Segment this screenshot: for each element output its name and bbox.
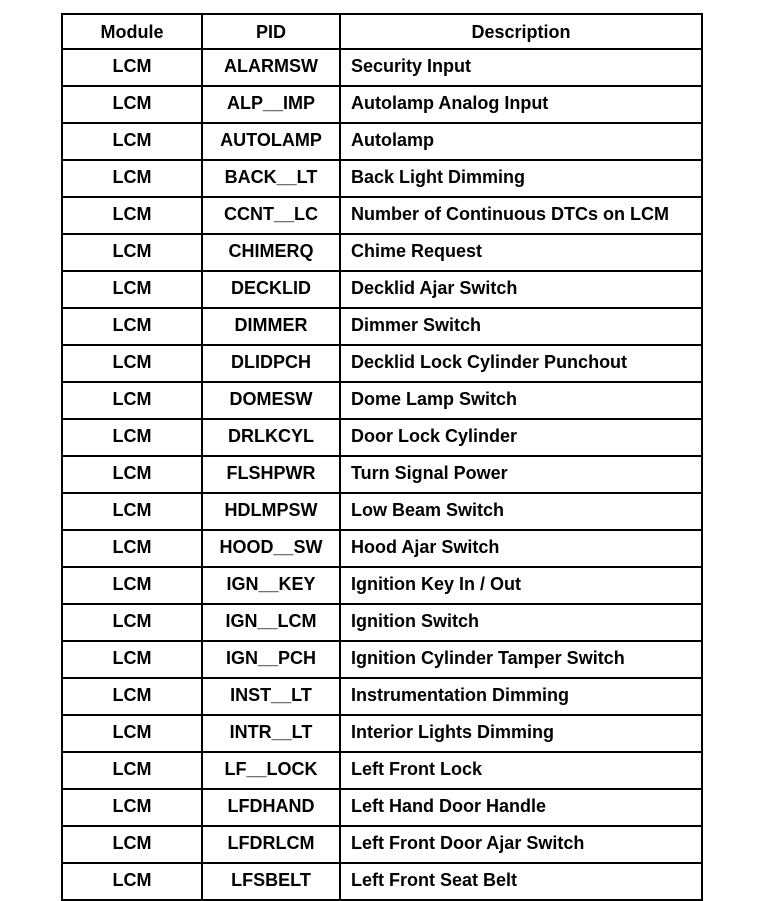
- module-cell: LCM: [62, 345, 202, 382]
- description-cell: Hood Ajar Switch: [340, 530, 702, 567]
- table-row: [62, 86, 702, 123]
- description-cell: Autolamp Analog Input: [340, 86, 702, 123]
- module-cell: LCM: [62, 419, 202, 456]
- module-cell: LCM: [62, 86, 202, 123]
- description-cell: Ignition Cylinder Tamper Switch: [340, 641, 702, 678]
- pid-cell: INST__LT: [202, 678, 340, 715]
- pid-cell: LFSBELT: [202, 863, 340, 900]
- module-cell: LCM: [62, 197, 202, 234]
- table-row: [62, 789, 702, 826]
- table-row: [62, 308, 702, 345]
- table-row: [62, 197, 702, 234]
- description-cell: Dimmer Switch: [340, 308, 702, 345]
- description-cell: Left Hand Door Handle: [340, 789, 702, 826]
- description-cell: Autolamp: [340, 123, 702, 160]
- pid-cell: DIMMER: [202, 308, 340, 345]
- module-cell: LCM: [62, 789, 202, 826]
- table-row: [62, 419, 702, 456]
- description-cell: Decklid Ajar Switch: [340, 271, 702, 308]
- module-cell: LCM: [62, 160, 202, 197]
- module-cell: LCM: [62, 567, 202, 604]
- pid-cell: IGN__KEY: [202, 567, 340, 604]
- description-cell: Ignition Key In / Out: [340, 567, 702, 604]
- module-cell: LCM: [62, 715, 202, 752]
- table-row: [62, 678, 702, 715]
- header-row: [62, 14, 702, 49]
- description-cell: Instrumentation Dimming: [340, 678, 702, 715]
- table-row: [62, 863, 702, 900]
- pid-cell: ALARMSW: [202, 49, 340, 86]
- module-cell: LCM: [62, 456, 202, 493]
- module-cell: LCM: [62, 382, 202, 419]
- table-row: [62, 456, 702, 493]
- pid-cell: DOMESW: [202, 382, 340, 419]
- description-cell: Dome Lamp Switch: [340, 382, 702, 419]
- table-row: [62, 160, 702, 197]
- pid-cell: LF__LOCK: [202, 752, 340, 789]
- header-description: Description: [340, 14, 702, 49]
- table-row: [62, 604, 702, 641]
- pid-cell: IGN__LCM: [202, 604, 340, 641]
- pid-cell: AUTOLAMP: [202, 123, 340, 160]
- module-cell: LCM: [62, 678, 202, 715]
- module-cell: LCM: [62, 826, 202, 863]
- pid-cell: HDLMPSW: [202, 493, 340, 530]
- description-cell: Turn Signal Power: [340, 456, 702, 493]
- description-cell: Door Lock Cylinder: [340, 419, 702, 456]
- description-cell: Ignition Switch: [340, 604, 702, 641]
- description-cell: Left Front Seat Belt: [340, 863, 702, 900]
- table-row: [62, 493, 702, 530]
- pid-cell: HOOD__SW: [202, 530, 340, 567]
- description-cell: Low Beam Switch: [340, 493, 702, 530]
- description-cell: Left Front Door Ajar Switch: [340, 826, 702, 863]
- description-cell: Back Light Dimming: [340, 160, 702, 197]
- pid-cell: DECKLID: [202, 271, 340, 308]
- table-row: [62, 826, 702, 863]
- pid-cell: CHIMERQ: [202, 234, 340, 271]
- module-cell: LCM: [62, 530, 202, 567]
- description-cell: Left Front Lock: [340, 752, 702, 789]
- module-cell: LCM: [62, 641, 202, 678]
- pid-cell: IGN__PCH: [202, 641, 340, 678]
- pid-cell: BACK__LT: [202, 160, 340, 197]
- pid-cell: CCNT__LC: [202, 197, 340, 234]
- description-cell: Chime Request: [340, 234, 702, 271]
- description-cell: Security Input: [340, 49, 702, 86]
- module-cell: LCM: [62, 752, 202, 789]
- table-row: [62, 530, 702, 567]
- module-cell: LCM: [62, 123, 202, 160]
- header-module: Module: [62, 14, 202, 49]
- module-cell: LCM: [62, 271, 202, 308]
- pid-cell: LFDRLCM: [202, 826, 340, 863]
- table-row: [62, 49, 702, 86]
- pid-cell: LFDHAND: [202, 789, 340, 826]
- description-cell: Decklid Lock Cylinder Punchout: [340, 345, 702, 382]
- pid-cell: DRLKCYL: [202, 419, 340, 456]
- table-body: [62, 49, 702, 900]
- module-cell: LCM: [62, 604, 202, 641]
- table-row: [62, 345, 702, 382]
- pid-cell: INTR__LT: [202, 715, 340, 752]
- table-row: [62, 271, 702, 308]
- pid-cell: FLSHPWR: [202, 456, 340, 493]
- pid-cell: DLIDPCH: [202, 345, 340, 382]
- description-cell: Number of Continuous DTCs on LCM: [340, 197, 702, 234]
- table-row: [62, 752, 702, 789]
- table-row: [62, 567, 702, 604]
- description-cell: Interior Lights Dimming: [340, 715, 702, 752]
- header-pid: PID: [202, 14, 340, 49]
- module-cell: LCM: [62, 863, 202, 900]
- module-cell: LCM: [62, 49, 202, 86]
- pid-table: [61, 13, 703, 901]
- table-header: [62, 14, 702, 49]
- module-cell: LCM: [62, 493, 202, 530]
- table-row: [62, 382, 702, 419]
- table-row: [62, 234, 702, 271]
- table-row: [62, 715, 702, 752]
- table-row: [62, 123, 702, 160]
- module-cell: LCM: [62, 308, 202, 345]
- pid-cell: ALP__IMP: [202, 86, 340, 123]
- module-cell: LCM: [62, 234, 202, 271]
- table-row: [62, 641, 702, 678]
